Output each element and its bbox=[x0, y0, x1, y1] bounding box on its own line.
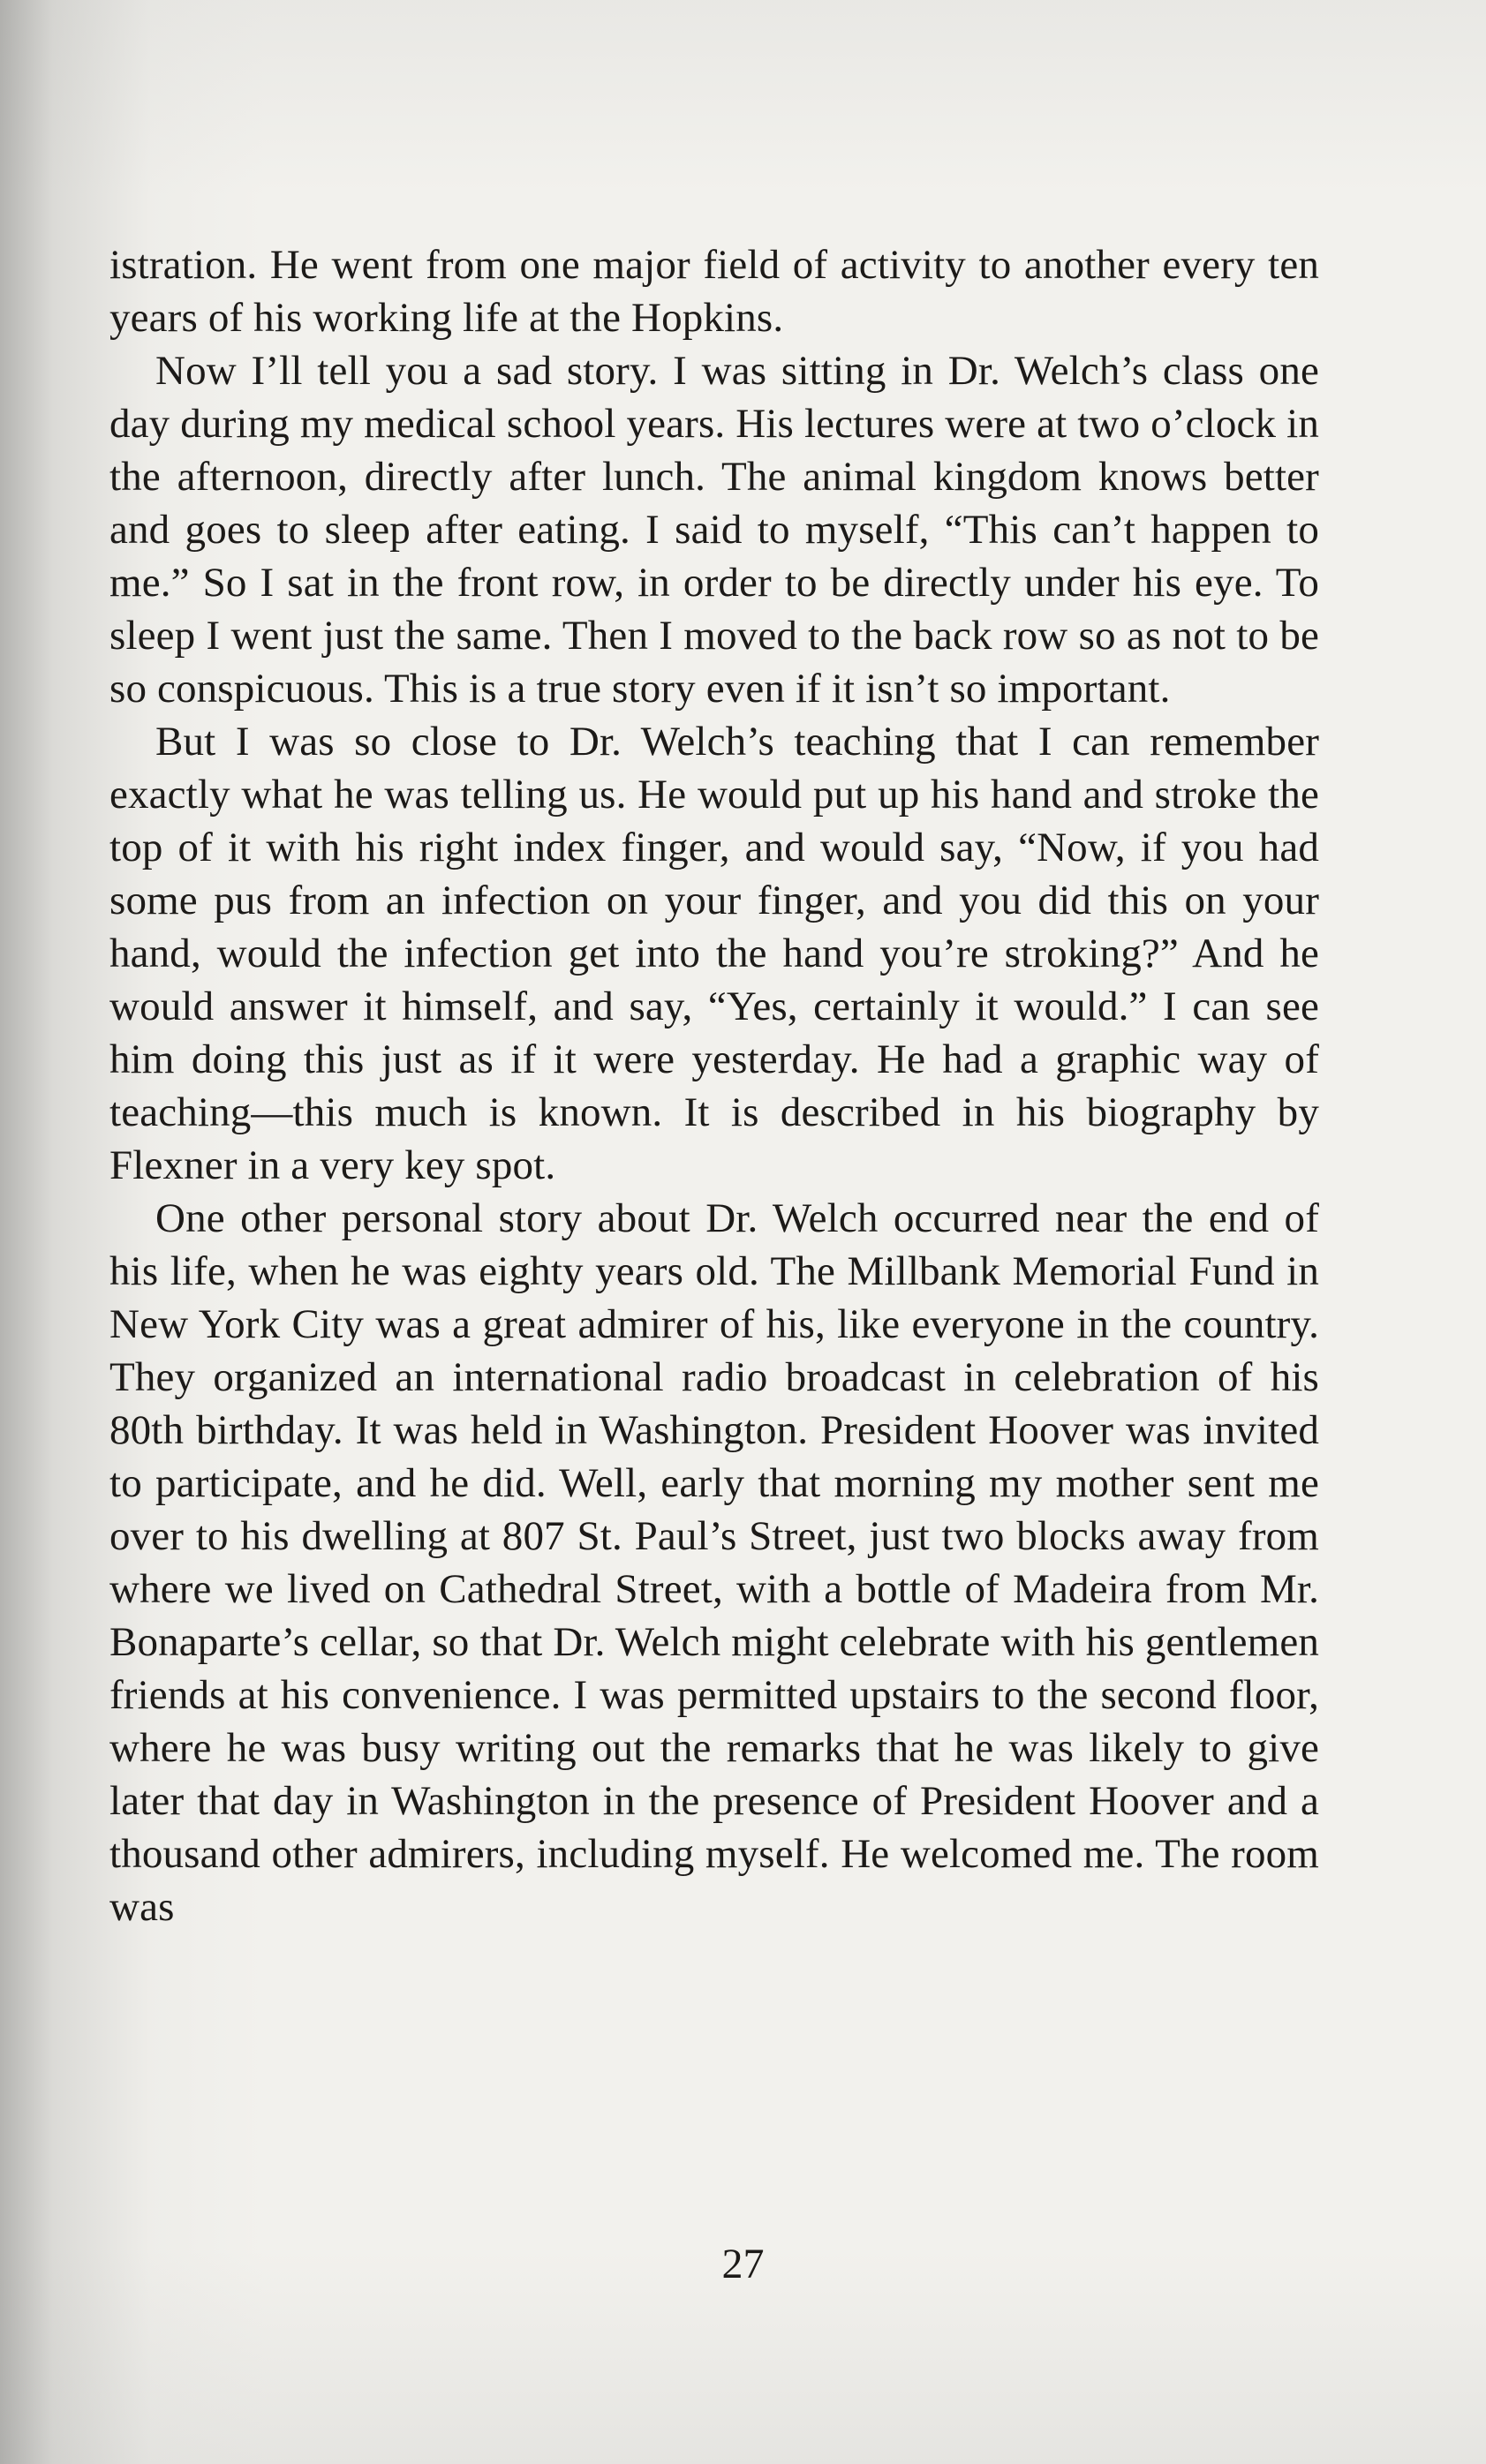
paragraph-continued: istration. He went from one major field of activity to another every ten years of his working life at the Hopkins. bbox=[109, 242, 1319, 341]
paragraph-birthday: One other personal story about Dr. Welch occurred near the end of his life, when he was eighty years old. The Millbank Memorial Fund in New York City was a great admirer of his, like everyone in the country. They organized an international radio broadcast in celebration of his 80th birthday. It was held in Washington. President Hoover was invited to participate, and he did. Well, early that morning my mother sent me over to his dwelling at 807 St. Paul’s Street, just two blocks away from where we lived on Cathedral Street, with a bottle of Madeira from Mr. Bonaparte’s cellar, so that Dr. Welch might celebrate with his gentlemen friends at his convenience. I was permitted upstairs to the second floor, where he was busy writing out the remarks that he was likely to give later that day in Washington in the presence of President Hoover and a thousand other admirers, including myself. He welcomed me. The room was bbox=[109, 1195, 1319, 1930]
paragraph-teaching: But I was so close to Dr. Welch’s teaching that I can remember exactly what he was telling us. He would put up his hand and stroke the top of it with his right index finger, and would say, “Now, if you had some pus from an infection on your finger, and you did this on your hand, would the infection get into the hand you’re stroking?” And he would answer it himself, and say, “Yes, certainly it would.” I can see him doing this just as if it were yesterday. He had a graphic way of teaching—this much is known. It is described in his biography by Flexner in a very key spot. bbox=[109, 719, 1319, 1188]
page-number: 27 bbox=[721, 2241, 765, 2287]
body-text bbox=[109, 238, 1319, 1933]
paragraph-sad-story: Now I’ll tell you a sad story. I was sitting in Dr. Welch’s class one day during my medical school years. His lectures were at two o’clock in the afternoon, directly after lunch. The animal kingdom knows better and goes to sleep after eating. I said to myself, “This can’t happen to me.” So I sat in the front row, in order to be directly under his eye. To sleep I went just the same. Then I moved to the back row so as not to be so conspicuous. This is a true story even if it isn’t so important. bbox=[109, 348, 1319, 712]
